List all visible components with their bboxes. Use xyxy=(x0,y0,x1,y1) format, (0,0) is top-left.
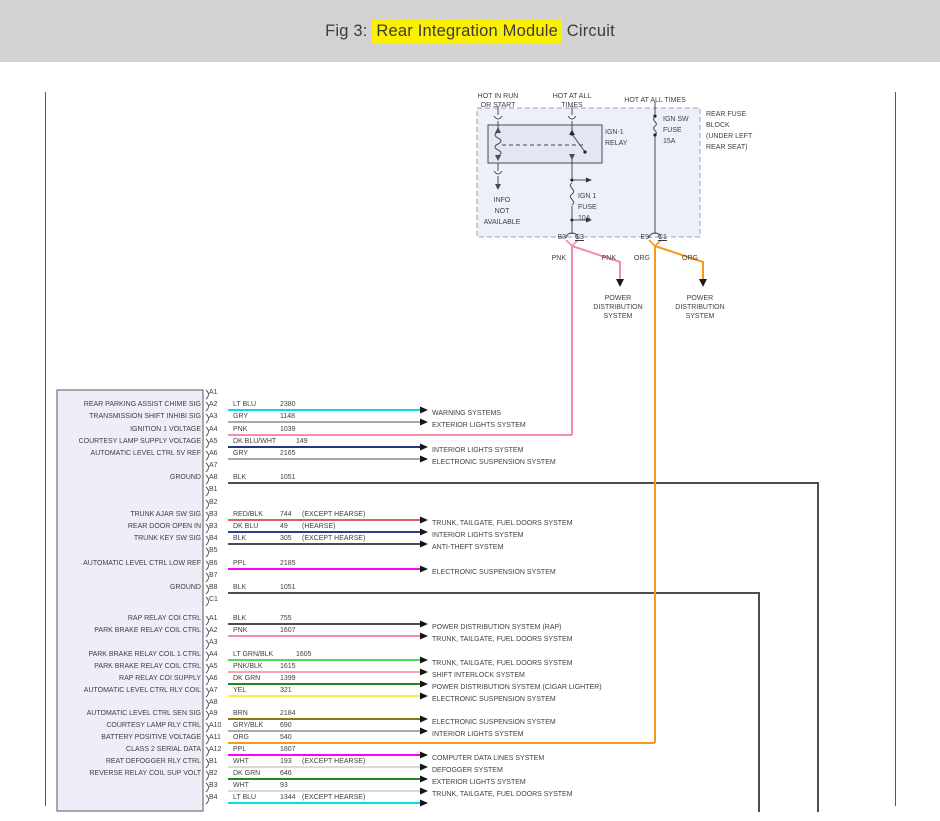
wire-color-label: BLK xyxy=(233,474,247,481)
wire-color-label: ORG xyxy=(233,734,249,741)
destination-label: TRUNK, TAILGATE, FUEL DOORS SYSTEM xyxy=(432,520,573,527)
fuse-dot xyxy=(653,133,656,136)
wire-note: (EXCEPT HEARSE) xyxy=(302,535,366,542)
pin-stub-arc xyxy=(206,723,209,732)
wire-circuit-number: 193 xyxy=(280,758,292,765)
signal-label: PARK BRAKE RELAY COIL CTRL xyxy=(94,627,201,634)
wire-color-label: BLK xyxy=(233,584,247,591)
pin-stub-arc xyxy=(206,500,209,509)
pin-stub-arc xyxy=(206,711,209,720)
wire-color-label: LT BLU xyxy=(233,794,257,801)
pin-label: B3 xyxy=(209,511,218,518)
power-arrow-right-icon xyxy=(699,279,707,287)
wire-circuit-number: 1051 xyxy=(280,584,296,591)
wire-color-label: DK BLU xyxy=(233,523,259,530)
destination-arrow-icon xyxy=(420,456,428,463)
wire-circuit-number: 1615 xyxy=(280,663,296,670)
wire-color-label: ORG xyxy=(634,255,650,262)
wire-circuit-number: 2165 xyxy=(280,450,296,457)
pin-label: A8 xyxy=(209,699,218,706)
destination-label: POWER DISTRIBUTION SYSTEM (RAP) xyxy=(432,624,562,631)
destination-label: TRUNK, TAILGATE, FUEL DOORS SYSTEM xyxy=(432,660,573,667)
fuse-block-pin-label: B3 xyxy=(557,234,566,241)
rear-fuse-block-label-line: BLOCK xyxy=(706,122,730,129)
destination-label: TRUNK, TAILGATE, FUEL DOORS SYSTEM xyxy=(432,636,573,643)
pin-stub-arc xyxy=(206,427,209,436)
wire-color-label: WHT xyxy=(233,758,249,765)
pin-label: C1 xyxy=(209,596,218,603)
pin-stub-arc xyxy=(206,451,209,460)
rear-fuse-block-label-line: (UNDER LEFT xyxy=(706,133,753,140)
wire-circuit-number: 149 xyxy=(296,438,308,445)
signal-label: COURTESY LAMP RLY CTRL xyxy=(106,722,201,729)
pin-label: B1 xyxy=(209,486,218,493)
ign-sw-fuse-label-line: 15A xyxy=(663,138,676,145)
figure-title-prefix: Fig 3: xyxy=(325,21,373,40)
signal-label: AUTOMATIC LEVEL CTRL RLY COIL xyxy=(83,687,201,694)
destination-arrow-icon xyxy=(420,657,428,664)
info-not-available-label-line: NOT xyxy=(494,208,510,215)
signal-label: PARK BRAKE RELAY COIL CTRL xyxy=(94,663,201,670)
wire-note: (EXCEPT HEARSE) xyxy=(302,511,366,518)
wire-color-label: GRY xyxy=(233,413,249,420)
destination-arrow-icon xyxy=(420,788,428,795)
signal-label: AUTOMATIC LEVEL CTRL SEN SIG xyxy=(86,710,201,717)
pin-stub-arc xyxy=(206,597,209,606)
signal-label: GROUND xyxy=(169,474,201,481)
rear-fuse-block-label-line: REAR FUSE xyxy=(706,111,747,118)
pin-label: B7 xyxy=(209,572,218,579)
wire-color-label: PPL xyxy=(233,746,247,753)
pin-label: A2 xyxy=(209,401,218,408)
destination-arrow-icon xyxy=(420,800,428,807)
pin-stub-arc xyxy=(206,652,209,661)
destination-arrow-icon xyxy=(420,752,428,759)
wire-circuit-number: 755 xyxy=(280,615,292,622)
pin-stub-arc xyxy=(206,771,209,780)
ign1-fuse-label-line: 10A xyxy=(578,215,591,222)
destination-arrow-icon xyxy=(420,728,428,735)
wire-circuit-number: 1344 xyxy=(280,794,296,801)
pin-stub-arc xyxy=(206,640,209,649)
pin-stub-arc xyxy=(206,747,209,756)
signal-label: PARK BRAKE RELAY COIL 1 CTRL xyxy=(88,651,201,658)
signal-label: COURTESY LAMP SUPPLY VOLTAGE xyxy=(78,438,201,445)
pin-stub-arc xyxy=(206,414,209,423)
switch-contact-dot xyxy=(570,132,573,135)
pin-stub-arc xyxy=(206,628,209,637)
fuse-block-pin-label: E9 xyxy=(640,234,649,241)
destination-arrow-icon xyxy=(420,517,428,524)
destination-label: ELECTRONIC SUSPENSION SYSTEM xyxy=(432,459,556,466)
destination-arrow-icon xyxy=(420,764,428,771)
power-distribution-label-line: SYSTEM xyxy=(603,313,633,320)
hot-at-all-times-label-line: TIMES xyxy=(561,102,583,109)
power-distribution-label-line: POWER xyxy=(686,295,714,302)
pin-stub-arc xyxy=(206,561,209,570)
wire-color-label: DK GRN xyxy=(233,675,261,682)
destination-arrow-icon xyxy=(420,566,428,573)
pin-label: A3 xyxy=(209,639,218,646)
pin-label: B2 xyxy=(209,499,218,506)
wire-color-label: LT GRN/BLK xyxy=(233,651,274,658)
wire-color-label: BRN xyxy=(233,710,248,717)
pin-label: A8 xyxy=(209,474,218,481)
destination-arrow-icon xyxy=(420,444,428,451)
pin-label: A7 xyxy=(209,687,218,694)
pin-label: A10 xyxy=(209,722,222,729)
wire-circuit-number: 2185 xyxy=(280,560,296,567)
destination-arrow-icon xyxy=(420,541,428,548)
destination-arrow-icon xyxy=(420,419,428,426)
destination-label: INTERIOR LIGHTS SYSTEM xyxy=(432,731,524,738)
ign1-relay-label-line: RELAY xyxy=(605,140,628,147)
signal-label: TRUNK AJAR SW SIG xyxy=(130,511,201,518)
wire-circuit-number: 1807 xyxy=(280,746,296,753)
pin-stub-arc xyxy=(206,463,209,472)
hot-in-run-label-line: OR START xyxy=(480,102,516,109)
pin-stub-arc xyxy=(206,616,209,625)
wire-color-label: BLK xyxy=(233,615,247,622)
hot-in-run-label-line: HOT IN RUN xyxy=(477,93,519,100)
pin-label: A6 xyxy=(209,450,218,457)
destination-arrow-icon xyxy=(420,621,428,628)
destination-label: TRUNK, TAILGATE, FUEL DOORS SYSTEM xyxy=(432,791,573,798)
pin-stub-arc xyxy=(206,475,209,484)
wire-color-label: RED/BLK xyxy=(233,511,263,518)
info-not-available-label-line: AVAILABLE xyxy=(483,219,521,226)
pin-stub-arc xyxy=(206,390,209,399)
hot-at-all-times-label-line: HOT AT ALL xyxy=(552,93,592,100)
pin-stub-arc xyxy=(206,402,209,411)
pin-stub-arc xyxy=(206,585,209,594)
rear-fuse-block-label-line: REAR SEAT) xyxy=(706,144,748,151)
wire-circuit-number: 1039 xyxy=(280,426,296,433)
rear-integration-module-block xyxy=(57,390,203,811)
pin-stub-arc xyxy=(206,439,209,448)
wire-circuit-number: 744 xyxy=(280,511,292,518)
wire-color-label: PNK xyxy=(233,627,248,634)
power-arrow-left-icon xyxy=(616,279,624,287)
pin-stub-arc xyxy=(206,676,209,685)
wire-circuit-number: 1148 xyxy=(280,413,296,420)
figure-title-highlight: Rear Integration Module xyxy=(372,19,562,43)
pin-stub-arc xyxy=(206,524,209,533)
pin-label: A12 xyxy=(209,746,222,753)
pin-label: A4 xyxy=(209,426,218,433)
wire-color-label: GRY xyxy=(233,450,249,457)
pin-stub-arc xyxy=(206,795,209,804)
pin-stub-arc xyxy=(206,536,209,545)
destination-arrow-icon xyxy=(420,681,428,688)
pin-label: A11 xyxy=(209,734,221,741)
pin-label: B2 xyxy=(209,770,218,777)
pin-stub-arc xyxy=(206,688,209,697)
info-not-available-label-line: INFO xyxy=(493,197,511,204)
pin-stub-arc xyxy=(206,735,209,744)
destination-label: DEFOGGER SYSTEM xyxy=(432,767,503,774)
connector-link-c3[interactable]: C3 xyxy=(575,234,584,241)
wire-color-label: DK BLU/WHT xyxy=(233,438,277,445)
connector-link-c1[interactable]: C1 xyxy=(658,234,667,241)
signal-label: GROUND xyxy=(169,584,201,591)
destination-label: INTERIOR LIGHTS SYSTEM xyxy=(432,532,524,539)
wire-color-label: PNK xyxy=(601,255,616,262)
pin-label: A3 xyxy=(209,413,218,420)
wire-note: (HEARSE) xyxy=(302,523,336,530)
wire-circuit-number: 540 xyxy=(280,734,292,741)
wire-color-label: DK GRN xyxy=(233,770,261,777)
wire-circuit-number: 1399 xyxy=(280,675,296,682)
wire-note: (EXCEPT HEARSE) xyxy=(302,794,366,801)
signal-label: REAR DOOR OPEN IN xyxy=(127,523,201,530)
wire-color-label: LT BLU xyxy=(233,401,257,408)
org-branch-wire xyxy=(655,246,703,279)
pin-label: A5 xyxy=(209,438,218,445)
figure-title-suffix: Circuit xyxy=(561,21,615,40)
destination-label: INTERIOR LIGHTS SYSTEM xyxy=(432,447,524,454)
signal-label: AUTOMATIC LEVEL CTRL LOW REF xyxy=(83,560,201,567)
signal-label: RAP RELAY COI CTRL xyxy=(127,615,201,622)
ign1-relay-box xyxy=(488,125,602,163)
signal-label: TRANSMISSION SHIFT INHIBI SIG xyxy=(89,413,201,420)
wire-circuit-number: 2184 xyxy=(280,710,296,717)
signal-label: REAT DEFOGGER RLY CTRL xyxy=(105,758,201,765)
wire-circuit-number: 93 xyxy=(280,782,288,789)
destination-label: EXTERIOR LIGHTS SYSTEM xyxy=(432,422,526,429)
wire-color-label: YEL xyxy=(233,687,247,694)
pin-label: B6 xyxy=(209,560,218,567)
wire-color-label: WHT xyxy=(233,782,249,789)
wire-circuit-number: 321 xyxy=(280,687,292,694)
destination-label: ELECTRONIC SUSPENSION SYSTEM xyxy=(432,569,556,576)
signal-label: AUTOMATIC LEVEL CTRL 5V REF xyxy=(90,450,201,457)
destination-label: SHIFT INTERLOCK SYSTEM xyxy=(432,672,525,679)
wire-color-label: PNK/BLK xyxy=(233,663,263,670)
ign-sw-fuse-label-line: FUSE xyxy=(663,127,682,134)
power-distribution-label-line: POWER xyxy=(604,295,632,302)
switch-contact-dot xyxy=(583,150,586,153)
pin-stub-arc xyxy=(206,759,209,768)
pin-stub-arc xyxy=(206,700,209,709)
pin-label: B1 xyxy=(209,758,218,765)
pin-label: A4 xyxy=(209,651,218,658)
wire-color-label: PNK xyxy=(551,255,566,262)
power-distribution-label-line: SYSTEM xyxy=(685,313,715,320)
pin-label: A7 xyxy=(209,462,218,469)
destination-arrow-icon xyxy=(420,407,428,414)
pin-label: B4 xyxy=(209,794,218,801)
destination-label: EXTERIOR LIGHTS SYSTEM xyxy=(432,779,526,786)
wire-note: (EXCEPT HEARSE) xyxy=(302,758,366,765)
destination-label: ELECTRONIC SUSPENSION SYSTEM xyxy=(432,696,556,703)
pin-label: B8 xyxy=(209,584,218,591)
signal-label: BATTERY POSITIVE VOLTAGE xyxy=(101,734,201,741)
destination-arrow-icon xyxy=(420,716,428,723)
ign1-fuse-label-line: FUSE xyxy=(578,204,597,211)
signal-label: REAR PARKING ASSIST CHIME SIG xyxy=(83,401,201,408)
signal-label: REVERSE RELAY COIL SUP VOLT xyxy=(89,770,201,777)
pin-label: A1 xyxy=(209,615,218,622)
destination-arrow-icon xyxy=(420,693,428,700)
wire-circuit-number: 1607 xyxy=(280,627,296,634)
signal-label: IGNITION 1 VOLTAGE xyxy=(130,426,201,433)
ign1-fuse-label-line: IGN 1 xyxy=(578,193,597,200)
wire-circuit-number: 1605 xyxy=(296,651,312,658)
pin-stub-arc xyxy=(206,783,209,792)
pin-label: A2 xyxy=(209,627,218,634)
pin-stub-arc xyxy=(206,487,209,496)
pin-label: A1 xyxy=(209,389,218,396)
wire-color-label: BLK xyxy=(233,535,247,542)
wire-color-label: GRY/BLK xyxy=(233,722,264,729)
power-distribution-label-line: DISTRIBUTION xyxy=(593,304,643,311)
destination-arrow-icon xyxy=(420,633,428,640)
destination-label: COMPUTER DATA LINES SYSTEM xyxy=(432,755,545,762)
fuse-dot xyxy=(570,178,573,181)
pin-label: B3 xyxy=(209,523,218,530)
destination-arrow-icon xyxy=(420,669,428,676)
signal-label: CLASS 2 SERIAL DATA xyxy=(126,746,201,753)
pin-label: B3 xyxy=(209,782,218,789)
wire-circuit-number: 2380 xyxy=(280,401,296,408)
pnk-branch-wire xyxy=(572,246,620,279)
power-distribution-label-line: DISTRIBUTION xyxy=(675,304,725,311)
fuse-dot xyxy=(653,114,656,117)
pin-label: B4 xyxy=(209,535,218,542)
wire-circuit-number: 646 xyxy=(280,770,292,777)
destination-label: ELECTRONIC SUSPENSION SYSTEM xyxy=(432,719,556,726)
ign-sw-fuse-label-line: IGN SW xyxy=(663,116,689,123)
wire-color-label: ORG xyxy=(682,255,698,262)
pin-stub-arc xyxy=(206,664,209,673)
wire-color-label: PNK xyxy=(233,426,248,433)
wire-circuit-number: 305 xyxy=(280,535,292,542)
destination-label: WARNING SYSTEMS xyxy=(432,410,501,417)
wire-circuit-number: 1051 xyxy=(280,474,296,481)
pin-stub-arc xyxy=(206,548,209,557)
pin-stub-arc xyxy=(206,573,209,582)
pin-stub-arc xyxy=(206,512,209,521)
destination-label: ANTI-THEFT SYSTEM xyxy=(432,544,504,551)
pin-label: B5 xyxy=(209,547,218,554)
wire-color-label: PPL xyxy=(233,560,247,567)
fuse-dot xyxy=(570,218,573,221)
pin-label: A5 xyxy=(209,663,218,670)
destination-arrow-icon xyxy=(420,776,428,783)
signal-label: TRUNK KEY SW SIG xyxy=(133,535,201,542)
wire-circuit-number: 49 xyxy=(280,523,288,530)
pin-label: A9 xyxy=(209,710,218,717)
destination-label: POWER DISTRIBUTION SYSTEM (CIGAR LIGHTER) xyxy=(432,684,602,691)
hot-at-all-times-label: HOT AT ALL TIMES xyxy=(624,97,686,104)
signal-label: RAP RELAY COI SUPPLY xyxy=(119,675,201,682)
ign1-relay-label-line: IGN-1 xyxy=(605,129,624,136)
pin-label: A6 xyxy=(209,675,218,682)
wire-circuit-number: 690 xyxy=(280,722,292,729)
destination-arrow-icon xyxy=(420,529,428,536)
